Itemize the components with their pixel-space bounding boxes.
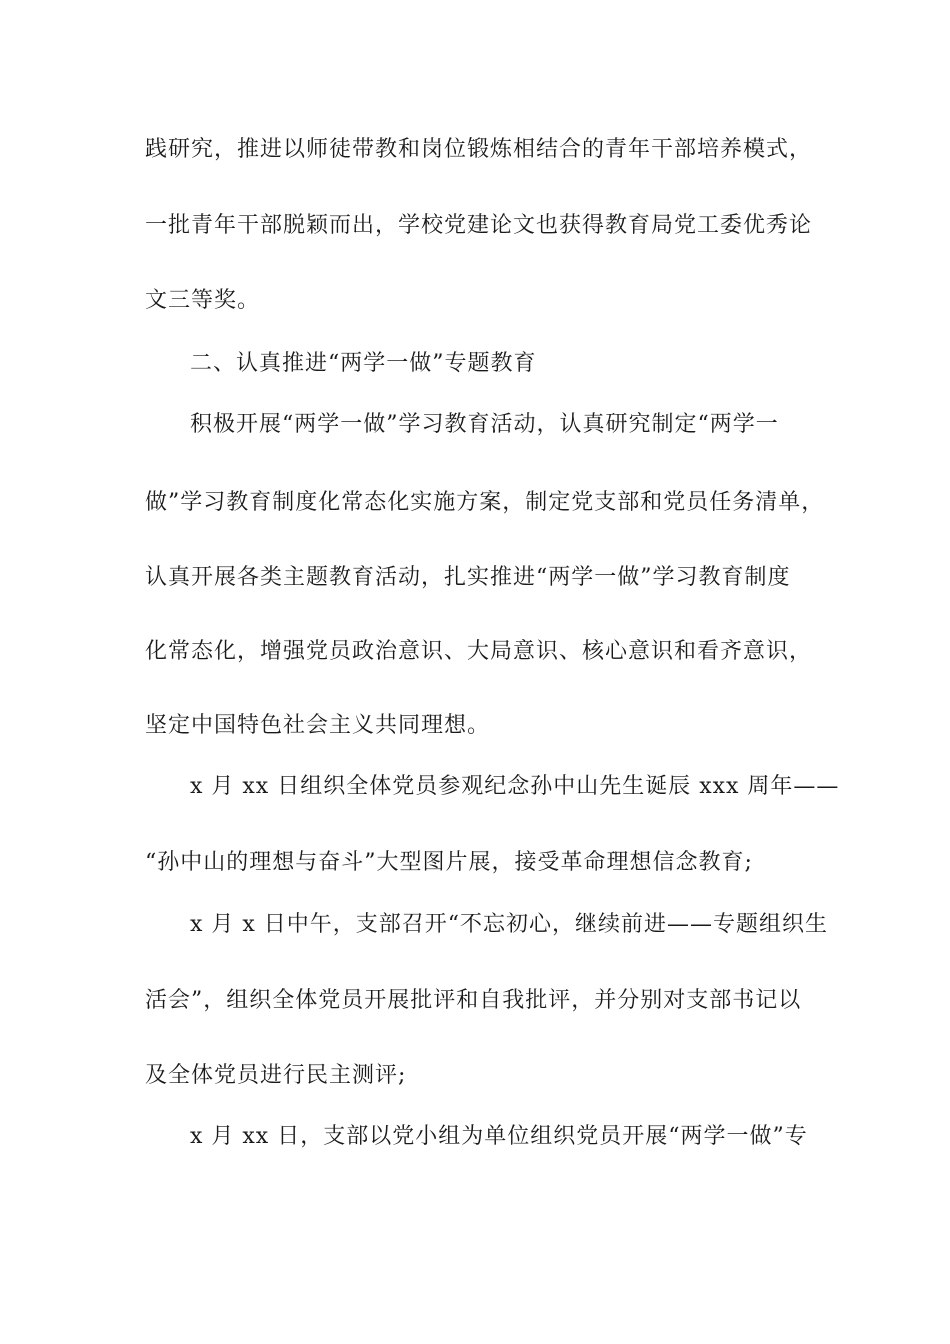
text-line: 及全体党员进行民主测评;	[145, 1063, 407, 1088]
section-heading: 二、认真推进“两学一做”专题教育	[190, 351, 537, 376]
text-line: “孙中山的理想与奋斗”大型图片展，接受革命理想信念教育;	[145, 850, 753, 875]
text-line: 践研究，推进以师徒带教和岗位锻炼相结合的青年干部培养模式，	[145, 137, 813, 162]
text-line: 认真开展各类主题教育活动，扎实推进“两学一做”学习教育制度	[145, 565, 791, 590]
text-line: 活会”，组织全体党员开展批评和自我批评，并分别对支部书记以	[145, 988, 802, 1013]
text-line: 做”学习教育制度化常态化实施方案，制定党支部和党员任务清单，	[145, 490, 825, 515]
text-line: 一批青年干部脱颖而出，学校党建论文也获得教育局党工委优秀论	[145, 213, 813, 238]
text-line: 积极开展“两学一做”学习教育活动，认真研究制定“两学一	[190, 412, 779, 437]
text-line: x 月 xx 日，支部以党小组为单位组织党员开展“两学一做”专	[190, 1124, 808, 1149]
text-line: 化常态化，增强党员政治意识、大局意识、核心意识和看齐意识，	[145, 639, 813, 664]
text-line: 坚定中国特色社会主义共同理想。	[145, 713, 491, 738]
text-line: x 月 x 日中午，支部召开“不忘初心，继续前进——专题组织生	[190, 912, 829, 937]
text-line: x 月 xx 日组织全体党员参观纪念孙中山先生诞辰 xxx 周年——	[190, 774, 840, 799]
text-line: 文三等奖。	[145, 288, 261, 313]
